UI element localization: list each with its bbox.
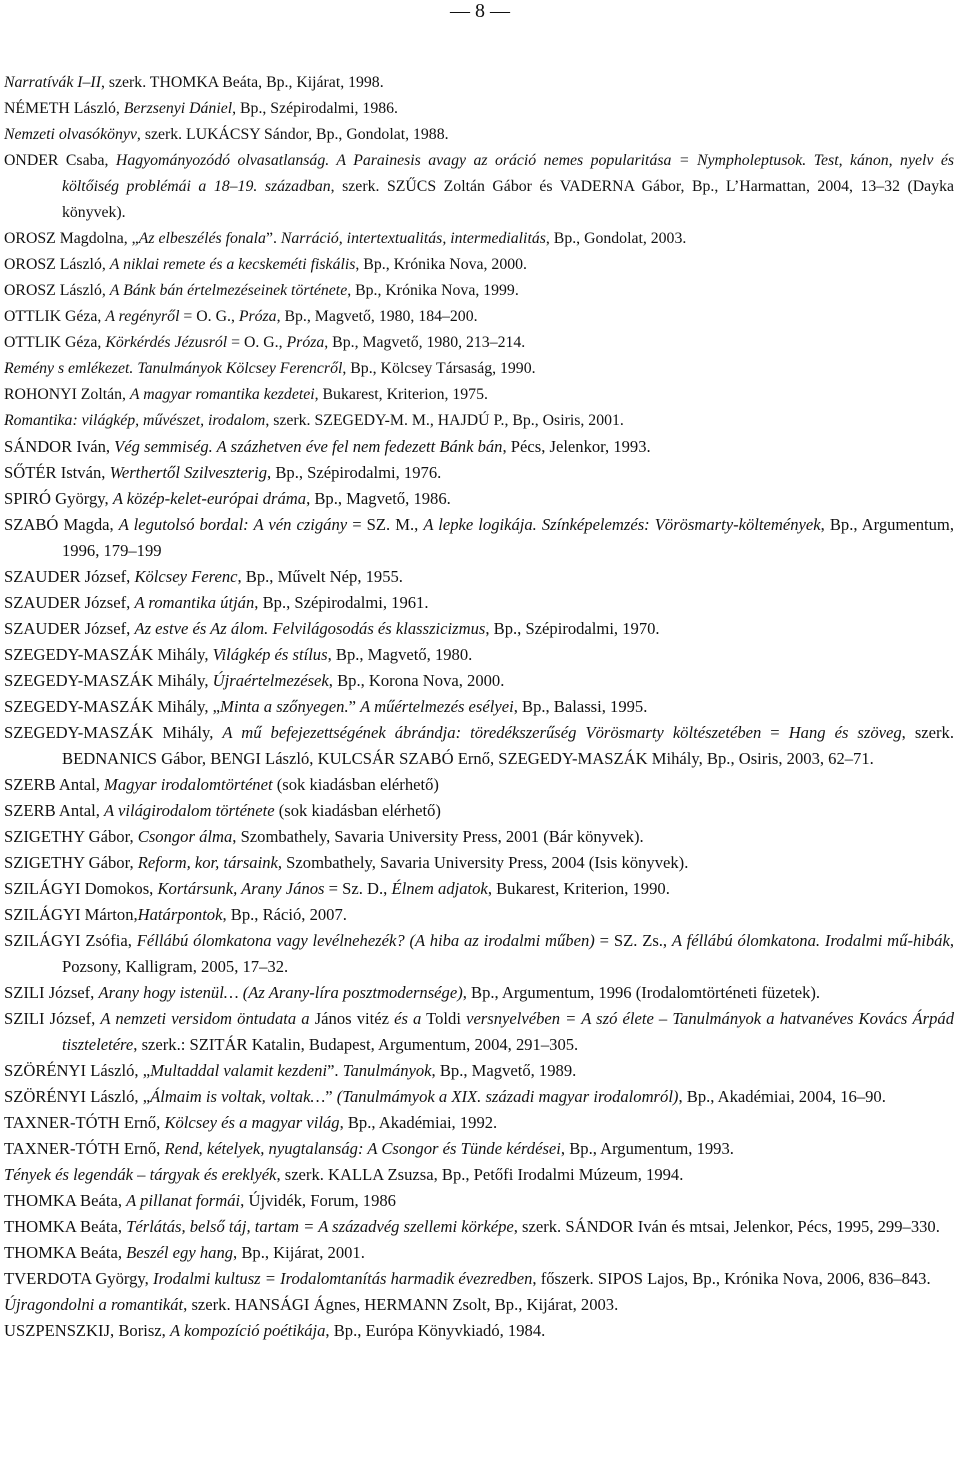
entry-text: , Bp., Krónika Nova, 1999. [347, 282, 519, 299]
entry-title-text: Csongor álma [137, 827, 233, 846]
entry-text: , Bp., Magvető, 1989. [431, 1061, 577, 1080]
entry-title-text: (Tanulmámyok a XIX. századi magyar irodalomról) [336, 1087, 679, 1106]
entry-text: , Bp., Magvető, 1980, 184–200. [276, 308, 478, 325]
entry-title-text: Irodalmi kultusz = Irodalomtanítás harmadik évezredben [152, 1269, 533, 1288]
entry-text: , Szombathely, Savaria University Press, 2001 (Bár könyvek). [232, 827, 644, 846]
entry-text: , Bp., Művelt Nép, 1955. [237, 567, 403, 586]
bibliography-entry [4, 564, 954, 590]
entry-text: SZERB Antal, [4, 775, 105, 794]
entry-title-text: versnyelvében = A szó élete – Tanulmányok a hatvanéves Kovács Árpád tiszteletére [62, 1009, 954, 1054]
entry-title-text: Kortársunk, Arany János [157, 879, 325, 898]
bibliography-entry [4, 1162, 954, 1188]
entry-text: = [761, 723, 789, 742]
entry-title-text: Multaddal valamit kezdeni [150, 1061, 328, 1080]
entry-text: NÉMETH László, [4, 100, 124, 117]
entry-title-text: A nemzeti versidom öntudata a [100, 1009, 310, 1028]
bibliography-entry [4, 226, 954, 252]
entry-text: TAXNER-TÓTH Ernő, [4, 1113, 165, 1132]
bibliography-entry [4, 148, 954, 226]
entry-title-text: Az elbeszélés fonala [138, 230, 266, 247]
entry-title-text: A közép-kelet-európai dráma [112, 489, 307, 508]
bibliography-entry [4, 382, 954, 408]
entry-text: THOMKA Beáta, [4, 1243, 127, 1262]
entry-text: , Újvidék, Forum, 1986 [240, 1191, 396, 1210]
bibliography-list [4, 70, 954, 1344]
bibliography-entry [4, 928, 954, 980]
entry-text: , Bp., Argumentum, 1996, 179–199 [62, 515, 954, 560]
entry-text: SPIRÓ György, [4, 489, 113, 508]
entry-title-text: A romantika útján [134, 593, 255, 612]
entry-text: ”. [265, 230, 281, 247]
bibliography-entry [4, 486, 954, 512]
entry-title-text: A műértelmezés esélyei [360, 697, 514, 716]
entry-text: , Bp., Magvető, 1986. [306, 489, 451, 508]
entry-title-text: A mű befejezettségének ábrándja: töredékszerűség Vörösmarty költészetében [222, 723, 762, 742]
entry-text: , szerk.: SZITÁR Katalin, Budapest, Argumentum, 2004, 291–305. [133, 1035, 579, 1054]
page-number: — 8 — [450, 0, 510, 22]
entry-text: (sok kiadásban elérhető) [274, 801, 441, 820]
entry-title-text: Tanulmányok [342, 1061, 432, 1080]
bibliography-entry [4, 668, 954, 694]
entry-text: ” [348, 697, 361, 716]
entry-text: , szerk. THOMKA Beáta, Bp., Kijárat, 1998. [100, 74, 384, 91]
entry-title-text: Narráció, intertextualitás, intermedialitás [280, 230, 546, 247]
entry-title-text: Arany hogy istenül… (Az Arany-líra posztmodernsége) [98, 983, 463, 1002]
bibliography-entry [4, 122, 954, 148]
entry-title-text: A kompozíció poétikája [169, 1321, 326, 1340]
entry-text: , Bp., Szépirodalmi, 1961. [254, 593, 429, 612]
bibliography-entry [4, 850, 954, 876]
entry-text: SZABÓ Magda, [4, 515, 119, 534]
entry-text: SZEGEDY-MASZÁK Mihály, [4, 723, 223, 742]
entry-text: , Bp., Argumentum, 1993. [560, 1139, 734, 1158]
entry-title-text: A regényről [105, 308, 180, 325]
entry-title-text: Féllábú ólomkatona vagy levélnehezék? (A hiba az irodalmi műben) [136, 931, 595, 950]
entry-text: OTTLIK Géza, [4, 308, 106, 325]
entry-text: (sok kiadásban elérhető) [272, 775, 439, 794]
bibliography-entry [4, 642, 954, 668]
entry-text: SZILI József, [4, 1009, 101, 1028]
bibliography-entry [4, 772, 954, 798]
entry-title-text: A világirodalom története [104, 801, 275, 820]
entry-text: , szerk. KALLA Zsuzsa, Bp., Petőfi Irodalmi Múzeum, 1994. [276, 1165, 684, 1184]
entry-title-text: A lepke logikája. Színképelemzés: Vörösmarty-költemények [423, 515, 821, 534]
entry-text: , szerk. SZEGEDY-M. M., HAJDÚ P., Bp., Osiris, 2001. [265, 412, 624, 429]
bibliography-entry [4, 1214, 954, 1240]
entry-title-text: A niklai remete és a kecskeméti fiskális [109, 256, 356, 273]
entry-title-text: Nemzeti olvasókönyv [4, 126, 137, 143]
entry-title-text: Az estve és Az álom. Felvilágosodás és klasszicizmus [134, 619, 486, 638]
entry-title-text: Újraértelmezések [212, 671, 329, 690]
entry-text: ONDER Csaba, [4, 152, 116, 169]
entry-text: = O. G., [227, 334, 287, 351]
entry-text: TAXNER-TÓTH Ernő, [4, 1139, 165, 1158]
bibliography-entry [4, 304, 954, 330]
entry-text: , Bp., Korona Nova, 2000. [328, 671, 505, 690]
entry-text: , Bp., Argumentum, 1996 (Irodalomtörténeti füzetek). [462, 983, 821, 1002]
entry-text: , Bp., Ráció, 2007. [222, 905, 347, 924]
entry-title-text: A legutolsó bordal: A vén czigány [118, 515, 348, 534]
entry-title-text: Narratívák I–II [4, 74, 101, 91]
entry-text: SZIGETHY Gábor, [4, 853, 138, 872]
entry-title-text: Werthertől Szilveszterig [109, 463, 268, 482]
bibliography-entry [4, 356, 954, 382]
bibliography-entry [4, 434, 954, 460]
entry-text: , Pozsony, Kalligram, 2005, 17–32. [62, 931, 954, 976]
entry-title-text: Vég semmiség. A százhetven éve fel nem fedezett Bánk bán [114, 437, 503, 456]
bibliography-entry [4, 1058, 954, 1084]
bibliography-entry [4, 876, 954, 902]
entry-text: , szerk. SZŰCS Zoltán Gábor és VADERNA Gábor, Bp., L’Harmattan, 2004, 13–32 (Dayka könyvek). [62, 178, 954, 221]
entry-title-text: Romantika: világkép, művészet, irodalom [4, 412, 266, 429]
entry-text: OROSZ László, [4, 282, 110, 299]
bibliography-entry [4, 70, 954, 96]
entry-text: THOMKA Beáta, [4, 1191, 127, 1210]
entry-text: SZÖRÉNYI László, „ [4, 1061, 151, 1080]
entry-text: THOMKA Beáta, [4, 1217, 127, 1236]
entry-title-text: Élnem adjatok [391, 879, 488, 898]
entry-title-text: Rend, kételyek, nyugtalanság: A Csongor és Tünde kérdései [164, 1139, 561, 1158]
entry-text: SZERB Antal, [4, 801, 105, 820]
bibliography-entry [4, 616, 954, 642]
entry-title-text: Próza [286, 334, 325, 351]
entry-text: , főszerk. SIPOS Lajos, Bp., Krónika Nova, 2006, 836–843. [532, 1269, 931, 1288]
bibliography-entry [4, 824, 954, 850]
entry-title-text: Próza [238, 308, 277, 325]
entry-text: = O. G., [179, 308, 239, 325]
entry-text: János vitéz [309, 1009, 395, 1028]
entry-text: SZIGETHY Gábor, [4, 827, 138, 846]
bibliography-entry [4, 1188, 954, 1214]
bibliography-entry [4, 902, 954, 928]
entry-text: , Bp., Krónika Nova, 2000. [355, 256, 527, 273]
entry-text: SZILÁGYI Márton, [4, 905, 138, 924]
entry-title-text: Világkép és stílus [212, 645, 328, 664]
bibliography-entry [4, 798, 954, 824]
bibliography-entry [4, 694, 954, 720]
bibliography-entry [4, 1318, 954, 1344]
entry-text: , szerk. BEDNANICS Gábor, BENGI László, KULCSÁR SZABÓ Ernő, SZEGEDY-MASZÁK Mihály, Bp., Osiris, 2003, 62–71. [62, 723, 954, 768]
entry-text: , Bp., Kölcsey Társaság, 1990. [342, 360, 536, 377]
entry-title-text: Körkérdés Jézusról [105, 334, 228, 351]
entry-text: OROSZ Magdolna, „ [4, 230, 139, 247]
entry-text: ”. [327, 1061, 343, 1080]
bibliography-entry [4, 1240, 954, 1266]
entry-text: SZAUDER József, [4, 593, 135, 612]
entry-text: , Bp., Európa Könyvkiadó, 1984. [325, 1321, 546, 1340]
entry-text: , Bukarest, Kriterion, 1990. [487, 879, 670, 898]
entry-title-text: Hagyományozódó olvasatlanság. A Parainesis avagy az oráció nemes popularitása = Nympholeptusok. Test, kánon, nyelv és költőiség problémái a 18–19. században [62, 152, 954, 195]
entry-text: = SZ. M., [347, 515, 424, 534]
entry-text: , Pécs, Jelenkor, 1993. [502, 437, 651, 456]
entry-title-text: Berzsenyi Dániel [123, 100, 233, 117]
entry-text: , Bukarest, Kriterion, 1975. [314, 386, 488, 403]
bibliography-entry [4, 1292, 954, 1318]
entry-text: , szerk. SÁNDOR Iván és mtsai, Jelenkor, Pécs, 1995, 299–330. [513, 1217, 940, 1236]
entry-title-text: és a [394, 1009, 422, 1028]
bibliography-entry [4, 278, 954, 304]
entry-title-text: A Bánk bán értelmezéseinek története [109, 282, 348, 299]
entry-title-text: Határpontok [137, 905, 223, 924]
bibliography-entry [4, 720, 954, 772]
bibliography-entry [4, 460, 954, 486]
bibliography-entry [4, 252, 954, 278]
bibliography-entry [4, 590, 954, 616]
bibliography-entry [4, 1266, 954, 1292]
entry-title-text: Beszél egy hang [126, 1243, 234, 1262]
entry-text: SZEGEDY-MASZÁK Mihály, [4, 671, 213, 690]
entry-title-text: Hang és szöveg [788, 723, 902, 742]
entry-text: = Sz. D., [324, 879, 392, 898]
entry-text: SZILÁGYI Domokos, [4, 879, 158, 898]
entry-text: , Bp., Gondolat, 2003. [545, 230, 687, 247]
bibliography-entry [4, 408, 954, 434]
entry-title-text: Álmaim is voltak, voltak… [150, 1087, 326, 1106]
entry-text: SZÖRÉNYI László, „ [4, 1087, 151, 1106]
entry-title-text: Tények és legendák – tárgyak és ereklyék [4, 1165, 277, 1184]
entry-title-text: Kölcsey Ferenc [134, 567, 238, 586]
entry-text: SŐTÉR István, [4, 463, 110, 482]
entry-title-text: Térlátás, belső táj, tartam = A századvég szellemi körképe [126, 1217, 514, 1236]
entry-title-text: Újragondolni a romantikát [4, 1295, 184, 1314]
entry-title-text: A pillanat formái [126, 1191, 241, 1210]
entry-text: , Szombathely, Savaria University Press, 2004 (Isis könyvek). [277, 853, 689, 872]
entry-text: SZILI József, [4, 983, 99, 1002]
entry-title-text: A féllábú ólomkatona. Irodalmi mű-hibák [671, 931, 950, 950]
entry-text: , Bp., Szépirodalmi, 1986. [232, 100, 398, 117]
entry-text: , Bp., Szépirodalmi, 1976. [267, 463, 442, 482]
entry-title-text: A magyar romantika kezdetei [129, 386, 315, 403]
bibliography-entry [4, 1084, 954, 1110]
entry-text: , Bp., Akadémiai, 2004, 16–90. [678, 1087, 886, 1106]
entry-text: , szerk. LUKÁCSY Sándor, Bp., Gondolat, 1988. [136, 126, 449, 143]
entry-text: OROSZ László, [4, 256, 110, 273]
entry-text: = SZ. Zs., [594, 931, 672, 950]
bibliography-entry [4, 980, 954, 1006]
bibliography-entry [4, 1136, 954, 1162]
entry-title-text: Magyar irodalomtörténet [104, 775, 273, 794]
entry-text: , Bp., Szépirodalmi, 1970. [485, 619, 660, 638]
entry-text: SÁNDOR Iván, [4, 437, 115, 456]
entry-text: ROHONYI Zoltán, [4, 386, 130, 403]
entry-text: , szerk. HANSÁGI Ágnes, HERMANN Zsolt, Bp., Kijárat, 2003. [183, 1295, 619, 1314]
bibliography-entry [4, 96, 954, 122]
entry-text: SZEGEDY-MASZÁK Mihály, [4, 645, 213, 664]
entry-text: SZEGEDY-MASZÁK Mihály, „ [4, 697, 221, 716]
entry-text: SZAUDER József, [4, 567, 135, 586]
entry-text: , Bp., Kijárat, 2001. [233, 1243, 365, 1262]
entry-text: , Bp., Akadémiai, 1992. [339, 1113, 498, 1132]
entry-title-text: Reform, kor, társaink [137, 853, 278, 872]
entry-title-text: Minta a szőnyegen. [220, 697, 349, 716]
entry-text: , Bp., Magvető, 1980, 213–214. [324, 334, 526, 351]
entry-text: , Bp., Magvető, 1980. [327, 645, 473, 664]
bibliography-entry [4, 1110, 954, 1136]
entry-text: , Bp., Balassi, 1995. [513, 697, 648, 716]
entry-text: OTTLIK Géza, [4, 334, 106, 351]
entry-text: SZAUDER József, [4, 619, 135, 638]
entry-text: ” [325, 1087, 337, 1106]
entry-text: TVERDOTA György, [4, 1269, 153, 1288]
entry-text: SZILÁGYI Zsófia, [4, 931, 137, 950]
entry-text: USZPENSZKIJ, Borisz, [4, 1321, 170, 1340]
entry-title-text: Kölcsey és a magyar világ [164, 1113, 340, 1132]
bibliography-entry [4, 330, 954, 356]
bibliography-entry [4, 512, 954, 564]
bibliography-entry [4, 1006, 954, 1058]
entry-title-text: Remény s emlékezet. Tanulmányok Kölcsey Ferencről [4, 360, 343, 377]
entry-text: Toldi [421, 1009, 467, 1028]
